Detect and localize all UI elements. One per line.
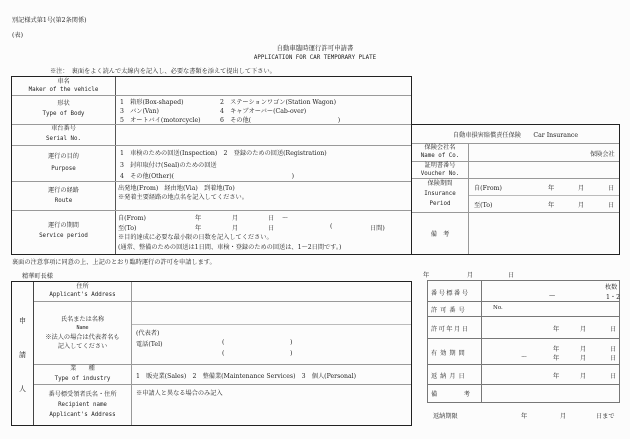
valid-to-year[interactable]: 年 (553, 355, 560, 362)
permit-no-label: 許可番号 (431, 307, 468, 314)
body-option-2[interactable]: 2 ステーションワゴン(Station Wagon) (220, 99, 337, 106)
period-tilde: ～ (282, 215, 289, 222)
body-option-6[interactable]: 6 その他( ) (220, 117, 341, 124)
valid-period-tilde: ～ (521, 354, 528, 361)
valid-from-day[interactable]: 日 (610, 346, 617, 353)
recipient-label-ja: 番号標受領者氏名・住所 (48, 391, 117, 398)
body-option-3[interactable]: 3 バン(Van) (120, 108, 159, 115)
industry-label-ja: 業 種 (70, 365, 95, 372)
application-date-month[interactable]: 月 (467, 272, 474, 279)
insurance-to-day[interactable]: 日 (608, 202, 615, 209)
insurance-to-month[interactable]: 月 (578, 202, 585, 209)
body-type-label-en: Type of Body (42, 111, 85, 117)
address-label-en: Applicant's Address (49, 292, 116, 298)
period-label-en: Service period (39, 233, 88, 239)
period-note-2: (通常、整備のための回送は1日間、車検・登録のための回送は、1～2日間です。) (118, 244, 342, 251)
period-label-ja: 運行の期間 (48, 222, 79, 229)
period-to-label: 至(To) (118, 225, 137, 232)
return-date-month[interactable]: 月 (580, 373, 587, 380)
period-to-month[interactable]: 月 (232, 225, 239, 232)
tel-1-close: ) (290, 339, 293, 346)
valid-to-month[interactable]: 月 (580, 355, 587, 362)
insurance-to-year[interactable]: 年 (548, 202, 555, 209)
valid-to-day[interactable]: 日 (610, 355, 617, 362)
return-date-day[interactable]: 日 (610, 373, 617, 380)
return-deadline-month[interactable]: 月 (560, 413, 567, 420)
plate-no-dash: — (549, 292, 556, 299)
recipient-label-en1: Recipient name (58, 402, 107, 408)
form-number: 別記様式第1号(第2条関係) (12, 17, 87, 24)
purpose-option-3[interactable]: 3 封印取付け(Seal)のための回送 (120, 162, 217, 169)
office-remarks-input[interactable] (483, 386, 618, 401)
voucher-label-ja: 証明書番号 (424, 162, 456, 169)
name-label-ja: 氏名または名称 (60, 316, 105, 323)
return-date-year[interactable]: 年 (553, 373, 560, 380)
purpose-label-en: Purpose (51, 166, 76, 172)
tel-1-input[interactable] (230, 338, 288, 347)
form-side: (表) (12, 32, 24, 39)
insurance-remarks-label: 備 考 (430, 231, 450, 238)
application-date-year[interactable]: 年 (423, 272, 430, 279)
route-note: ※発着主要経路の地点名を記入してください。 (118, 194, 248, 201)
route-fields[interactable]: 出発地(From) 経由地(Via) 到着地(To) (118, 185, 235, 192)
period-from-label: 自(From) (118, 215, 146, 222)
maker-label-ja: 車名 (57, 78, 70, 85)
insurance-to-label: 至(To) (474, 202, 493, 209)
return-deadline-year[interactable]: 年 (521, 413, 528, 420)
insurance-company-label-ja: 保険会社名 (424, 144, 456, 151)
route-label-ja: 運行の経路 (48, 187, 79, 194)
industry-label-en: Type of industry (54, 376, 111, 382)
tel-2-close: ) (290, 350, 293, 357)
application-date-day[interactable]: 日 (508, 272, 515, 279)
insurance-from-day[interactable]: 日 (608, 185, 615, 192)
sheets-value[interactable]: 1・2 (606, 294, 621, 301)
tel-1-open: ( (222, 339, 225, 346)
period-to-day[interactable]: 日 (268, 225, 275, 232)
insurance-from-month[interactable]: 月 (578, 185, 585, 192)
address-label-ja: 住所 (76, 283, 89, 290)
body-option-4[interactable]: 4 キャブオーバー(Cab-over) (220, 108, 307, 115)
period-to-year[interactable]: 年 (195, 225, 202, 232)
insurance-company-suffix: 保険会社 (590, 151, 615, 158)
industry-options[interactable]: 1 販売業(Sales) 2 整備業(Maintenance Services) 3 個人(Personal) (136, 373, 357, 380)
return-deadline-label: 返納期限 (433, 413, 458, 420)
tel-2-open: ( (222, 350, 225, 357)
purpose-label-ja: 運行の目的 (48, 153, 79, 160)
applicant-side-3: 人 (19, 385, 26, 393)
plate-no-label: 番号標番号 (431, 290, 470, 297)
period-from-month[interactable]: 月 (232, 215, 239, 222)
insurance-period-label-en2: Period (429, 201, 451, 207)
serial-input[interactable] (117, 126, 409, 144)
serial-label-en: Serial No. (46, 136, 81, 142)
insurance-period-label-ja: 保険期間 (427, 180, 453, 187)
body-type-label-ja: 形状 (57, 100, 70, 107)
purpose-option-4[interactable]: 4 その他(Other)( ) (120, 173, 295, 180)
instruction-note: ※注： 裏面をよく読んで太線内を記入し、必要な書類を添えて提出して下さい。 (50, 68, 276, 75)
period-days-open: ( (330, 223, 333, 230)
insurance-period-label-en1: Insurance (424, 191, 456, 197)
return-deadline-until: 日まで (596, 413, 615, 420)
recipient-label-en2: Applicant's Address (49, 412, 116, 418)
insurance-from-year[interactable]: 年 (548, 185, 555, 192)
period-days-input[interactable]: 日間) (370, 225, 385, 232)
name-label-en: Name (76, 325, 89, 331)
serial-label-ja: 車台番号 (51, 125, 76, 132)
period-note-1: ※目的達成に必要な最小限の日数を記入してください。 (118, 234, 273, 241)
name-note-2: 記入してください (57, 343, 108, 350)
tel-2-input[interactable] (230, 349, 288, 358)
name-note-1: ※法人の場合は代表者名も (45, 334, 120, 341)
route-label-en: Route (54, 198, 73, 204)
valid-from-month[interactable]: 月 (580, 346, 587, 353)
office-remarks-label: 備 考 (431, 391, 472, 398)
insurance-from-label: 自(From) (474, 185, 502, 192)
declaration: 裏面の注意事項に同意の上、上記のとおり臨時運行の許可を申請します。 (12, 259, 216, 266)
title-ja: 自動車臨時運行許可申請書 (276, 44, 354, 52)
recipient-note: ※申請人と異なる場合のみ記入 (136, 390, 223, 397)
sheets-label: 枚数 (605, 284, 618, 291)
permit-date-day[interactable]: 日 (610, 326, 617, 333)
permit-no-prefix: No. (493, 305, 503, 311)
valid-from-year[interactable]: 年 (553, 346, 560, 353)
addressee: 精華町長様 (22, 273, 53, 280)
title-en: APPLICATION FOR CAR TEMPORARY PLATE (253, 55, 377, 61)
valid-period-label: 有効期間 (431, 350, 468, 357)
tel-label: 電話(Tel) (136, 341, 163, 348)
body-option-5[interactable]: 5 オートバイ(motorcycle) (120, 117, 201, 124)
body-option-1[interactable]: 1 箱形(Box-shaped) (120, 99, 184, 106)
name-input[interactable] (133, 303, 409, 323)
applicant-side-2: 請 (19, 351, 26, 359)
purpose-option-1-2[interactable]: 1 車検のための回送(Inspection) 2 登録のための回送(Registration) (120, 150, 327, 157)
period-from-year[interactable]: 年 (195, 215, 202, 222)
return-date-label: 返納月日 (431, 373, 468, 380)
applicant-side-1: 申 (19, 317, 26, 325)
maker-input[interactable] (117, 78, 409, 94)
recipient-input[interactable] (133, 397, 409, 424)
insurance-company-label-en: Name of Co. (420, 153, 460, 159)
maker-label-en: Maker of the vehicle (28, 87, 99, 93)
permit-date-year[interactable]: 年 (553, 326, 560, 333)
period-from-day[interactable]: 日 (268, 215, 275, 222)
insurance-title: 自動車損害賠償責任保険 Car Insurance (452, 132, 579, 139)
representative-label: (代表者) (136, 330, 160, 337)
permit-date-label: 許可年月日 (431, 326, 470, 333)
permit-date-month[interactable]: 月 (580, 326, 587, 333)
address-input[interactable] (133, 283, 409, 300)
insurance-remarks-input[interactable] (470, 214, 616, 252)
voucher-label-en: Voucher No. (420, 171, 460, 177)
voucher-input[interactable] (470, 163, 616, 177)
